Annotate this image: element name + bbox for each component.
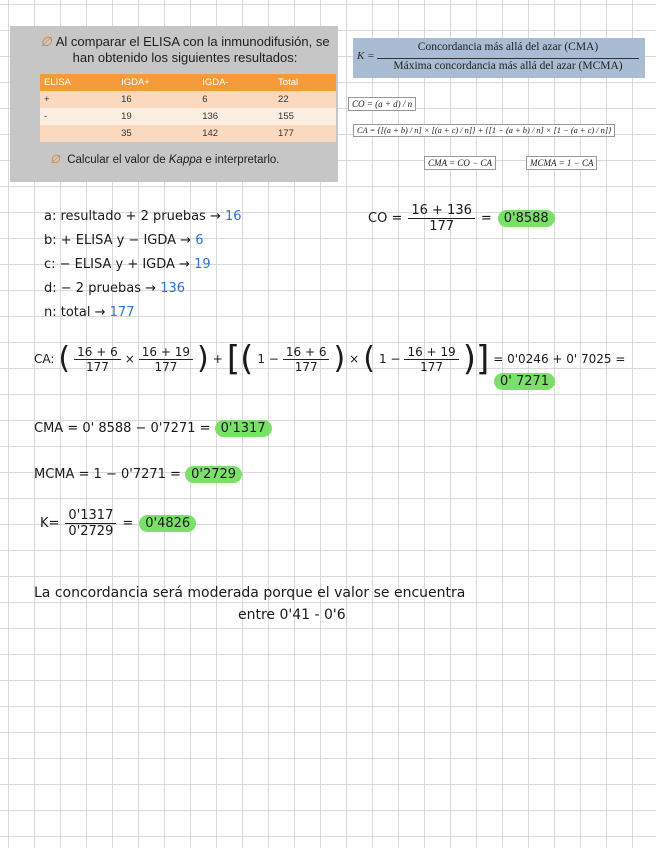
- def-n: n: total → 177: [44, 305, 135, 320]
- col-header: Total: [274, 74, 336, 91]
- ca-f3-den: 177: [294, 359, 318, 374]
- ca-f2-num: 16 + 19: [139, 345, 193, 360]
- table-cell: -: [40, 108, 117, 125]
- ca-result-wrap: [494, 374, 555, 389]
- paren-close: ): [333, 341, 346, 376]
- question-text: Al comparar el ELISA con la inmunodifusión, se han obtenido los siguientes resultados:: [55, 34, 330, 65]
- problem-question: [40, 34, 330, 66]
- times-sign: ×: [124, 352, 135, 366]
- cma-calculation: [34, 421, 272, 436]
- def-d-value: 136: [160, 281, 186, 296]
- table-header-row: [40, 74, 336, 91]
- co-numerator: 16 + 136: [408, 203, 475, 219]
- ca-result: 0' 7271: [494, 373, 555, 390]
- ca-f2-den: 177: [154, 359, 178, 374]
- co-result: 0'8588: [498, 210, 555, 227]
- k-result: 0'4826: [139, 515, 196, 532]
- k-denominator: 0'2729: [68, 524, 114, 539]
- def-a-value: 16: [224, 209, 242, 224]
- cma-expression: CMA = 0' 8588 − 0'7271 =: [34, 421, 211, 436]
- task-text: [50, 152, 280, 166]
- bracket-close: )]: [462, 339, 490, 379]
- equals-sign: =: [480, 211, 492, 226]
- table-cell: 6: [198, 91, 274, 108]
- mcma-formula: MCMA = 1 − CA: [526, 156, 597, 170]
- kappa-denominator: Máxima concordancia más allá del azar (MCMA): [393, 60, 623, 72]
- col-header: ELISA: [40, 74, 117, 91]
- times-sign: ×: [349, 352, 360, 366]
- kappa-numerator: Concordancia más allá del azar (CMA): [417, 41, 599, 53]
- kappa-formula: [353, 38, 645, 78]
- col-header: IGDA-: [198, 74, 274, 91]
- def-n-value: 177: [109, 305, 135, 320]
- ca-f1-num: 16 + 6: [74, 345, 121, 360]
- bullet-icon: ∅: [50, 154, 61, 166]
- table-row: [40, 91, 336, 108]
- def-c: c: − ELISA y + IGDA → 19: [44, 257, 211, 272]
- def-a: a: resultado + 2 pruebas → 16: [44, 209, 242, 224]
- cma-result: 0'1317: [215, 420, 272, 437]
- paren-open: (: [58, 341, 71, 376]
- co-formula: CO = (a + d) / n: [348, 97, 416, 111]
- ca-calculation: [34, 339, 626, 379]
- conclusion-line-1: La concordancia será moderada porque el valor se encuentra: [34, 585, 466, 601]
- col-header: IGDA+: [117, 74, 198, 91]
- kappa-symbol: K =: [357, 50, 375, 62]
- bullet-icon: ∅: [40, 34, 52, 49]
- equals-sign: =: [122, 516, 134, 531]
- ca-sum: = 0'0246 + 0' 7025 =: [493, 352, 626, 366]
- ca-f4-num: 16 + 19: [404, 345, 458, 360]
- def-d: d: − 2 pruebas → 136: [44, 281, 186, 296]
- ca-one-minus: 1 −: [378, 352, 401, 366]
- paren-open: (: [363, 341, 375, 376]
- table-row: [40, 125, 336, 142]
- co-denominator: 177: [429, 219, 455, 234]
- ca-f4-den: 177: [420, 359, 444, 374]
- table-cell: +: [40, 91, 117, 108]
- ca-f3-num: 16 + 6: [283, 345, 330, 360]
- task-suffix: e interpretarlo.: [202, 154, 280, 166]
- table-cell: 35: [117, 125, 198, 142]
- table-cell: 177: [274, 125, 336, 142]
- co-label: CO =: [368, 211, 403, 226]
- ca-one-minus: 1 −: [257, 352, 279, 366]
- paren-close: ): [197, 341, 209, 376]
- plus-sign: +: [212, 352, 223, 366]
- co-calculation: [368, 203, 555, 234]
- table-cell: 136: [198, 108, 274, 125]
- k-label: K=: [40, 516, 60, 531]
- def-c-value: 19: [194, 257, 211, 272]
- table-row: [40, 108, 336, 125]
- kappa-calculation: [40, 508, 196, 539]
- k-fraction: [65, 508, 116, 539]
- ca-fraction: [283, 345, 330, 374]
- fraction-bar: [377, 58, 639, 59]
- bracket-open: [(: [226, 339, 254, 379]
- ca-formula: CA = {[(a + b) / n] × [(a + c) / n]} + {[1 − (a + b) / n] × [1 − (a + c) / n]}: [353, 124, 615, 137]
- co-fraction: [408, 203, 475, 234]
- conclusion-line-2: entre 0'41 - 0'6: [238, 607, 346, 623]
- cma-formula: CMA = CO − CA: [424, 156, 496, 170]
- mcma-result: 0'2729: [185, 466, 242, 483]
- ca-fraction: [74, 345, 121, 374]
- table-cell: 22: [274, 91, 336, 108]
- table-cell: 16: [117, 91, 198, 108]
- table-cell: 19: [117, 108, 198, 125]
- ca-f1-den: 177: [85, 359, 109, 374]
- def-b-value: 6: [195, 233, 204, 248]
- problem-card: [10, 26, 338, 182]
- table-cell: [40, 125, 117, 142]
- ca-fraction: [404, 345, 458, 374]
- def-b: b: + ELISA y − IGDA → 6: [44, 233, 204, 248]
- ca-label: CA:: [34, 352, 55, 366]
- task-kappa: Kappa: [168, 154, 203, 166]
- k-numerator: 0'1317: [65, 508, 116, 524]
- table-cell: 155: [274, 108, 336, 125]
- table-cell: 142: [198, 125, 274, 142]
- mcma-expression: MCMA = 1 − 0'7271 =: [34, 467, 181, 482]
- task-prefix: Calcular el valor de: [67, 154, 169, 166]
- ca-fraction: [139, 345, 193, 374]
- mcma-calculation: [34, 467, 242, 482]
- results-table: [40, 74, 336, 142]
